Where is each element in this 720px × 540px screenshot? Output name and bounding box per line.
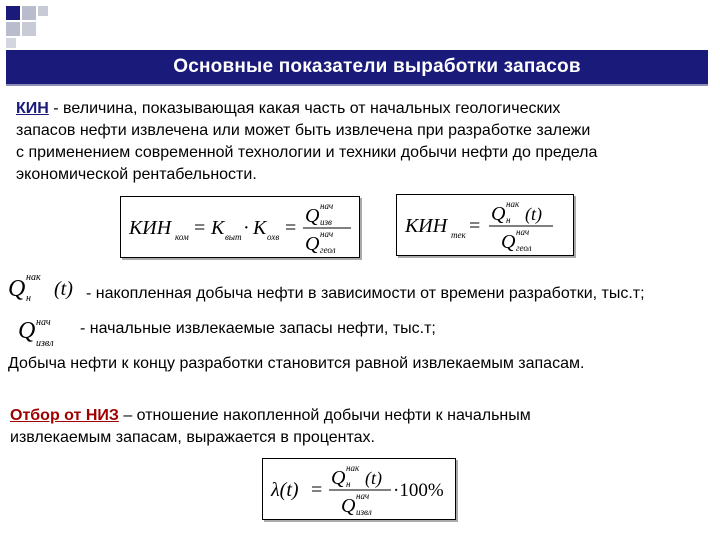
def2-sym-sub: извл bbox=[36, 338, 54, 349]
f2-kin: КИН bbox=[405, 215, 448, 237]
f3-den-sup: нач bbox=[356, 491, 370, 501]
kin-term: КИН bbox=[16, 100, 49, 117]
f1-k1: К bbox=[211, 217, 225, 239]
f3-eq: = bbox=[311, 479, 323, 501]
f2-num-sup: нак bbox=[506, 199, 520, 209]
decor-square bbox=[22, 6, 36, 20]
f2-den: Q bbox=[501, 231, 516, 253]
def2-text: - начальные извлекаемые запасы нефти, тыс.т; bbox=[80, 320, 436, 337]
f1-k2-sub: охв bbox=[267, 232, 280, 242]
def1-sym-arg: (t) bbox=[54, 278, 73, 300]
f1-den-sup: нач bbox=[320, 229, 334, 239]
niz-line-2: извлекаемым запасам, выражается в процентах. bbox=[10, 429, 375, 446]
f3-factor: ·100% bbox=[393, 480, 444, 501]
def1-sym: Q bbox=[8, 276, 26, 302]
f1-k1-sub: выт bbox=[225, 232, 242, 242]
f1-den-sub: геол bbox=[320, 245, 336, 255]
f1-eq: = bbox=[194, 217, 206, 239]
formula-recovery-percent bbox=[262, 458, 456, 520]
f3-num: Q bbox=[331, 467, 346, 489]
f1-den: Q bbox=[305, 233, 320, 255]
f3-lhs: λ(t) bbox=[271, 479, 299, 501]
kin-line-4: экономической рентабельности. bbox=[16, 166, 257, 183]
f3-den: Q bbox=[341, 495, 356, 517]
def1-text: - накопленная добыча нефти в зависимости от времени разработки, тыс.т; bbox=[86, 285, 645, 302]
f1-num: Q bbox=[305, 205, 320, 227]
formula-kin-final bbox=[120, 196, 360, 258]
kin-line-2: запасов нефти извлечена или может быть извлечена при разработке залежи bbox=[16, 122, 591, 139]
decor-square bbox=[6, 6, 20, 20]
f2-num-arg: (t) bbox=[525, 204, 542, 224]
f1-kin-sub: ком bbox=[175, 232, 189, 242]
decor-square bbox=[22, 22, 36, 36]
f2-num-sub: н bbox=[506, 215, 511, 225]
f2-den-sub: геол bbox=[516, 243, 532, 253]
title-bar bbox=[6, 50, 708, 86]
f3-num-arg: (t) bbox=[365, 468, 382, 488]
f3-num-sub: н bbox=[346, 479, 351, 489]
def1-sym-sup: нак bbox=[26, 272, 41, 283]
f1-kin: КИН bbox=[129, 217, 172, 239]
f3-num-sup: нак bbox=[346, 463, 360, 473]
kin-line-3: с применением современной технологии и техники добычи нефти до предела bbox=[16, 144, 598, 161]
niz-definition bbox=[10, 405, 700, 449]
f1-num-sub: изв bbox=[320, 217, 332, 227]
niz-line-1: – отношение накопленной добычи нефти к начальным bbox=[118, 407, 531, 424]
symbol-q-accumulated bbox=[6, 268, 86, 313]
decor-square bbox=[6, 22, 20, 36]
f1-eq2: = bbox=[285, 217, 297, 239]
f3-den-sub: извл bbox=[356, 507, 372, 517]
def2-sym: Q bbox=[18, 318, 36, 344]
f1-k2: К bbox=[253, 217, 267, 239]
f2-den-sup: нач bbox=[516, 227, 530, 237]
symbol-q-recoverable bbox=[16, 314, 86, 357]
def2-sym-sup: нач bbox=[36, 317, 51, 328]
niz-term: Отбор от НИЗ bbox=[10, 407, 119, 424]
f2-kin-sub: тек bbox=[451, 230, 466, 240]
f2-eq: = bbox=[469, 215, 481, 237]
kin-definition bbox=[16, 98, 706, 186]
formula-kin-current bbox=[396, 194, 574, 256]
def1-sym-sub: н bbox=[26, 293, 31, 304]
f1-dot: · bbox=[243, 217, 250, 239]
statement-text: Добыча нефти к концу разработки становится равной извлекаемым запасам. bbox=[8, 355, 585, 372]
page-title: Основные показатели выработки запасов bbox=[173, 56, 581, 77]
f2-num: Q bbox=[491, 203, 506, 225]
kin-line-1: - величина, показывающая какая часть от начальных геологических bbox=[48, 100, 561, 117]
decor-square bbox=[38, 6, 48, 16]
f1-num-sup: нач bbox=[320, 201, 334, 211]
decor-square bbox=[6, 38, 16, 48]
